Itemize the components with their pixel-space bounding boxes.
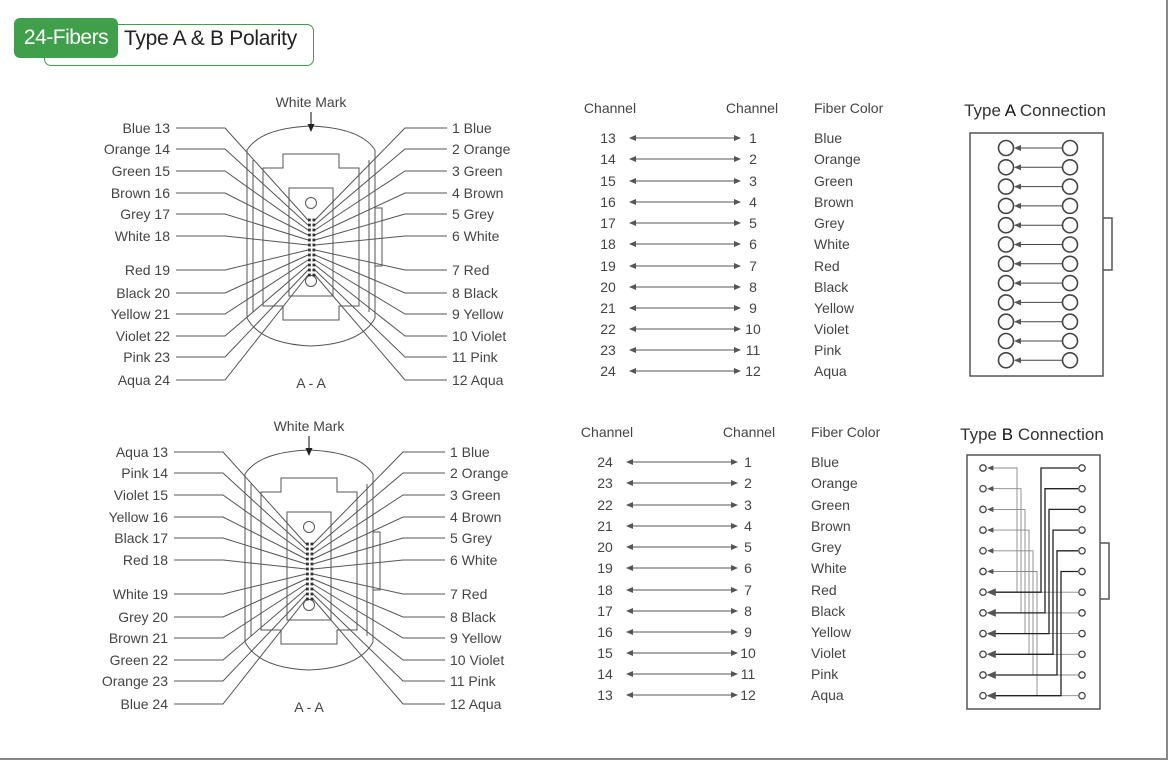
fiber-port — [1063, 141, 1078, 156]
fiber-label-left: Yellow 21 — [110, 306, 170, 322]
channel-left-value: 23 — [600, 342, 616, 358]
fiber-port — [999, 179, 1014, 194]
fiber-port — [1079, 672, 1085, 678]
fiber-leader-line — [174, 584, 306, 638]
fiber-port — [1063, 218, 1078, 233]
fiber-leader-line — [315, 236, 447, 245]
fiber-color-value: Grey — [811, 539, 842, 555]
fiber-label-right: 4 Brown — [450, 509, 502, 525]
fiber-port — [1079, 465, 1085, 471]
fiber-port — [980, 610, 986, 616]
fiber-label-left: Blue 24 — [120, 696, 168, 712]
channel-left-value: 15 — [600, 173, 616, 189]
fiber-color-value: Orange — [811, 475, 858, 491]
fiber-label-right: 6 White — [450, 552, 498, 568]
fiber-dot — [313, 239, 316, 242]
channel-right-value: 12 — [740, 687, 756, 703]
fiber-port — [980, 548, 986, 554]
fiber-port — [999, 314, 1014, 329]
fiber-count-tag: 24-Fibers — [14, 18, 118, 58]
fiber-color-value: Pink — [811, 666, 839, 682]
fiber-leader-line — [174, 574, 306, 594]
fiber-dot — [313, 234, 316, 237]
channel-table-b — [581, 424, 881, 703]
channel-left-value: 20 — [597, 539, 613, 555]
right-fiber-labels — [315, 120, 511, 388]
fiber-leader-line — [174, 495, 306, 554]
fiber-label-right: 8 Black — [452, 285, 498, 301]
channel-right-value: 6 — [744, 560, 752, 576]
fiber-label-left: Blue 13 — [122, 120, 170, 136]
fiber-port — [980, 651, 986, 657]
connector-shell — [245, 450, 373, 670]
fiber-label-right: 2 Orange — [450, 465, 509, 481]
fiber-dot — [311, 563, 314, 566]
fiber-dot — [313, 224, 316, 227]
fiber-port — [980, 589, 986, 595]
fiber-label-left: Pink 23 — [123, 349, 170, 365]
channel-left-value: 21 — [597, 518, 613, 534]
fiber-color-value: Yellow — [811, 624, 851, 640]
fiber-color-value: Violet — [811, 645, 846, 661]
fiber-leader-line — [313, 584, 445, 638]
white-mark-label: White Mark — [273, 418, 345, 434]
fiber-port — [999, 218, 1014, 233]
channel-right-value: 9 — [749, 300, 757, 316]
fiber-label-left: Grey 20 — [118, 609, 168, 625]
fiber-port — [1063, 237, 1078, 252]
channel-left-value: 16 — [600, 194, 616, 210]
fiber-leader-line — [315, 265, 447, 336]
fiber-port — [999, 295, 1014, 310]
fiber-label-right: 1 Blue — [450, 444, 490, 460]
ferrule-frame — [263, 154, 359, 320]
fiber-label-right: 2 Orange — [452, 141, 511, 157]
fiber-label-right: 6 White — [452, 228, 500, 244]
table-rows — [600, 130, 861, 379]
guide-pin-hole — [304, 600, 315, 611]
guide-pin-hole — [306, 276, 317, 287]
fiber-dot — [311, 578, 314, 581]
fiber-port — [980, 568, 986, 574]
fiber-leader-line — [315, 250, 447, 270]
fiber-leader-line — [174, 579, 306, 617]
fiber-port — [999, 160, 1014, 175]
right-fiber-labels — [313, 444, 509, 712]
fiber-port — [980, 506, 986, 512]
channel-left-value: 13 — [597, 687, 613, 703]
section-label: A - A — [296, 375, 326, 391]
fiber-port — [999, 353, 1014, 368]
channel-right-value: 4 — [749, 194, 757, 210]
fiber-dot — [311, 568, 314, 571]
fiber-dot — [308, 254, 311, 257]
fiber-port — [1079, 630, 1085, 636]
ferrule-frame — [261, 478, 357, 644]
channel-left-value: 15 — [597, 645, 613, 661]
fiber-dot — [311, 548, 314, 551]
fiber-port — [980, 465, 986, 471]
fiber-leader-line — [313, 560, 445, 569]
fiber-label-left: Violet 15 — [113, 487, 168, 503]
fiber-label-right: 9 Yellow — [452, 306, 504, 322]
white-mark-arrowhead — [308, 124, 315, 132]
type-a-connection — [964, 101, 1112, 376]
channel-right-value: 6 — [749, 236, 757, 252]
channel-right-value: 2 — [744, 475, 752, 491]
white-mark-label: White Mark — [275, 94, 347, 110]
fiber-dot — [306, 573, 309, 576]
fiber-port — [1063, 295, 1078, 310]
fiber-color-value: Aqua — [811, 687, 844, 703]
fiber-leader-line — [313, 599, 445, 704]
fiber-port — [980, 527, 986, 533]
type-a-box — [970, 133, 1103, 376]
fiber-port — [1079, 568, 1085, 574]
section-label: A - A — [294, 699, 324, 715]
channel-left-value: 22 — [597, 497, 613, 513]
type-b-title: Type B Connection — [960, 425, 1104, 444]
guide-pin-hole — [306, 198, 317, 209]
fiber-color-value: Yellow — [814, 300, 854, 316]
fiber-label-left: Black 20 — [116, 285, 170, 301]
fiber-label-right: 8 Black — [450, 609, 496, 625]
fiber-dot — [306, 578, 309, 581]
type-b-connection — [960, 425, 1109, 709]
connector-key — [373, 532, 380, 590]
fiber-port — [1063, 334, 1078, 349]
fiber-color-value: Green — [814, 173, 853, 189]
fiber-port — [980, 672, 986, 678]
fiber-dot — [313, 264, 316, 267]
fiber-port — [1079, 693, 1085, 699]
channel-left-value: 19 — [600, 258, 616, 274]
fiber-label-left: Yellow 16 — [108, 509, 168, 525]
fiber-color-value: Grey — [814, 215, 845, 231]
fiber-leader-line — [315, 128, 447, 220]
fiber-label-right: 10 Violet — [450, 652, 505, 668]
fiber-label-left: White 19 — [112, 586, 168, 602]
connector-b — [102, 418, 509, 715]
fiber-dot — [311, 593, 314, 596]
channel-left-value: 18 — [597, 582, 613, 598]
fiber-port — [999, 141, 1014, 156]
fiber-dot — [306, 593, 309, 596]
fiber-dot — [308, 264, 311, 267]
channel-left-value: 20 — [600, 279, 616, 295]
fiber-dot — [308, 219, 311, 222]
fiber-port — [1063, 314, 1078, 329]
channel-table-a — [584, 100, 884, 379]
channel-left-value: 19 — [597, 560, 613, 576]
fiber-label-right: 12 Aqua — [452, 372, 504, 388]
fiber-leader-line — [176, 236, 308, 245]
fiber-port — [999, 198, 1014, 213]
channel-right-value: 3 — [744, 497, 752, 513]
white-mark-arrowhead — [306, 448, 313, 456]
fiber-dot — [306, 543, 309, 546]
channel-right-value: 4 — [744, 518, 752, 534]
fiber-dot — [308, 259, 311, 262]
fiber-port — [1079, 651, 1085, 657]
channel-right-header: Channel — [722, 424, 776, 440]
channel-right-value: 1 — [744, 454, 752, 470]
fiber-label-left: Aqua 24 — [117, 372, 170, 388]
fiber-label-left: Green 22 — [109, 652, 168, 668]
fiber-dot — [311, 583, 314, 586]
fiber-label-left: Green 15 — [111, 163, 170, 179]
channel-left-value: 17 — [597, 603, 613, 619]
channel-left-value: 17 — [600, 215, 616, 231]
channel-right-value: 11 — [740, 666, 756, 682]
fiber-label-left: Brown 16 — [110, 185, 170, 201]
fiber-label-left: Violet 22 — [115, 328, 170, 344]
fiber-label-right: 9 Yellow — [450, 630, 502, 646]
fiber-dot — [311, 588, 314, 591]
fiber-label-left: Grey 17 — [120, 206, 170, 222]
channel-right-value: 1 — [749, 130, 757, 146]
connector-shell — [247, 126, 375, 346]
type-a-title: Type A Connection — [964, 101, 1106, 120]
fiber-leader-line — [315, 275, 447, 380]
fiber-label-right: 1 Blue — [452, 120, 492, 136]
fiber-label-right: 11 Pink — [450, 673, 496, 689]
fiber-port — [1079, 506, 1085, 512]
fiber-color-value: Blue — [811, 454, 840, 470]
fiber-port — [999, 237, 1014, 252]
fiber-dot — [313, 244, 316, 247]
fiber-port — [999, 276, 1014, 291]
fiber-dot — [306, 583, 309, 586]
fiber-leader-line — [315, 260, 447, 314]
channel-right-value: 7 — [744, 582, 752, 598]
fiber-dot — [311, 558, 314, 561]
fiber-color-value: Red — [811, 582, 837, 598]
channel-left-value: 23 — [597, 475, 613, 491]
left-fiber-labels — [104, 120, 308, 388]
connector-a — [104, 94, 511, 391]
fiber-dot — [306, 588, 309, 591]
fiber-dot — [313, 269, 316, 272]
fiber-dot — [313, 254, 316, 257]
channel-left-value: 21 — [600, 300, 616, 316]
fiber-label-right: 7 Red — [452, 262, 490, 278]
channel-right-value: 12 — [745, 363, 761, 379]
fiber-label-right: 12 Aqua — [450, 696, 502, 712]
fiber-label-right: 3 Green — [452, 163, 503, 179]
channel-left-value: 24 — [597, 454, 613, 470]
fiber-leader-line — [315, 255, 447, 293]
channel-right-value: 9 — [744, 624, 752, 640]
fiber-color-value: Green — [811, 497, 850, 513]
fiber-label-left: Aqua 13 — [115, 444, 168, 460]
fiber-leader-line — [313, 452, 445, 544]
type-b-key — [1100, 543, 1109, 599]
fiber-dot — [308, 229, 311, 232]
channel-right-value: 8 — [744, 603, 752, 619]
channel-right-value: 5 — [744, 539, 752, 555]
fiber-dot — [311, 553, 314, 556]
fiber-color-value: Black — [811, 603, 846, 619]
connector-key — [375, 208, 382, 266]
fiber-leader-line — [176, 250, 308, 270]
fiber-label-right: 5 Grey — [452, 206, 495, 222]
fiber-label-right: 11 Pink — [452, 349, 498, 365]
fiber-color-value: Pink — [814, 342, 842, 358]
fiber-port — [999, 256, 1014, 271]
channel-left-value: 13 — [600, 130, 616, 146]
fiber-color-value: Aqua — [814, 363, 847, 379]
table-rows — [597, 454, 858, 703]
fiber-label-right: 10 Violet — [452, 328, 507, 344]
fiber-dot — [313, 259, 316, 262]
connector-body — [245, 436, 380, 670]
fiber-port — [1063, 276, 1078, 291]
fiber-dot — [313, 219, 316, 222]
fiber-dot — [313, 249, 316, 252]
fiber-dot — [308, 274, 311, 277]
fiber-color-value: Blue — [814, 130, 843, 146]
fiber-color-value: Black — [814, 279, 849, 295]
fiber-port — [1079, 548, 1085, 554]
fiber-label-right: 3 Green — [450, 487, 501, 503]
fiber-dot — [311, 543, 314, 546]
fiber-port — [1079, 589, 1085, 595]
channel-right-value: 2 — [749, 151, 757, 167]
fiber-color-value: Brown — [814, 194, 854, 210]
fiber-dot — [308, 244, 311, 247]
fiber-port — [1063, 198, 1078, 213]
channel-right-value: 7 — [749, 258, 757, 274]
fiber-dot — [306, 563, 309, 566]
fiber-color-value: Orange — [814, 151, 861, 167]
channel-left-value: 14 — [597, 666, 613, 682]
fiber-dot — [306, 598, 309, 601]
fiber-dot — [306, 568, 309, 571]
fiber-leader-line — [313, 579, 445, 617]
fiber-label-left: Red 18 — [122, 552, 168, 568]
fiber-dot — [308, 234, 311, 237]
fiber-leader-line — [176, 171, 308, 230]
fiber-label-left: Pink 14 — [121, 465, 168, 481]
fiber-color-header: Fiber Color — [811, 424, 881, 440]
fiber-dot — [308, 239, 311, 242]
type-b-links — [980, 465, 1085, 699]
fiber-color-value: White — [811, 560, 847, 576]
channel-right-value: 10 — [745, 321, 761, 337]
type-a-links — [999, 141, 1078, 368]
fiber-label-right: 4 Brown — [452, 185, 504, 201]
fiber-label-left: Orange 23 — [101, 673, 168, 689]
channel-left-header: Channel — [580, 424, 634, 440]
fiber-label-right: 5 Grey — [450, 530, 493, 546]
type-a-key — [1103, 218, 1112, 270]
fiber-color-header: Fiber Color — [814, 100, 884, 116]
guide-pin-hole — [304, 522, 315, 533]
fiber-port — [980, 486, 986, 492]
fiber-port — [1079, 610, 1085, 616]
fiber-label-left: Brown 21 — [108, 630, 168, 646]
fiber-dot — [308, 224, 311, 227]
channel-left-value: 24 — [600, 363, 616, 379]
fiber-port — [1063, 353, 1078, 368]
fiber-port — [1079, 486, 1085, 492]
page-title: Type A & B Polarity — [124, 27, 297, 50]
fiber-label-left: Red 19 — [124, 262, 170, 278]
fiber-port — [999, 334, 1014, 349]
fiber-port — [1063, 256, 1078, 271]
fiber-color-value: Red — [814, 258, 840, 274]
fiber-dot — [313, 274, 316, 277]
ferrule — [289, 188, 333, 296]
fiber-port — [1079, 527, 1085, 533]
channel-right-value: 10 — [740, 645, 756, 661]
fiber-dot — [311, 598, 314, 601]
fiber-label-right: 7 Red — [450, 586, 488, 602]
channel-left-value: 14 — [600, 151, 616, 167]
fiber-dot — [306, 548, 309, 551]
fiber-label-left: Black 17 — [114, 530, 168, 546]
fiber-color-value: Violet — [814, 321, 849, 337]
fiber-leader-line — [176, 255, 308, 293]
ferrule — [287, 512, 331, 620]
fiber-label-left: Orange 14 — [103, 141, 170, 157]
fiber-dot — [313, 229, 316, 232]
fiber-color-value: White — [814, 236, 850, 252]
channel-left-value: 22 — [600, 321, 616, 337]
channel-right-value: 11 — [745, 342, 761, 358]
fiber-leader-line — [313, 574, 445, 594]
fiber-port — [1063, 179, 1078, 194]
type-b-box — [967, 455, 1100, 709]
fiber-label-left: White 18 — [114, 228, 170, 244]
fiber-leader-line — [176, 260, 308, 314]
fiber-port — [980, 630, 986, 636]
left-fiber-labels — [102, 444, 306, 712]
channel-right-value: 8 — [749, 279, 757, 295]
fiber-leader-line — [174, 560, 306, 569]
channel-right-value: 3 — [749, 173, 757, 189]
fiber-leader-line — [313, 589, 445, 660]
fiber-color-value: Brown — [811, 518, 851, 534]
fiber-port — [1063, 160, 1078, 175]
fiber-port — [980, 693, 986, 699]
fiber-dot — [306, 553, 309, 556]
fiber-dot — [306, 558, 309, 561]
channel-left-header: Channel — [583, 100, 637, 116]
channel-right-value: 5 — [749, 215, 757, 231]
channel-left-value: 18 — [600, 236, 616, 252]
channel-left-value: 16 — [597, 624, 613, 640]
fiber-dot — [311, 573, 314, 576]
channel-right-header: Channel — [725, 100, 779, 116]
connector-body — [247, 112, 382, 346]
fiber-dot — [308, 249, 311, 252]
fiber-dot — [308, 269, 311, 272]
